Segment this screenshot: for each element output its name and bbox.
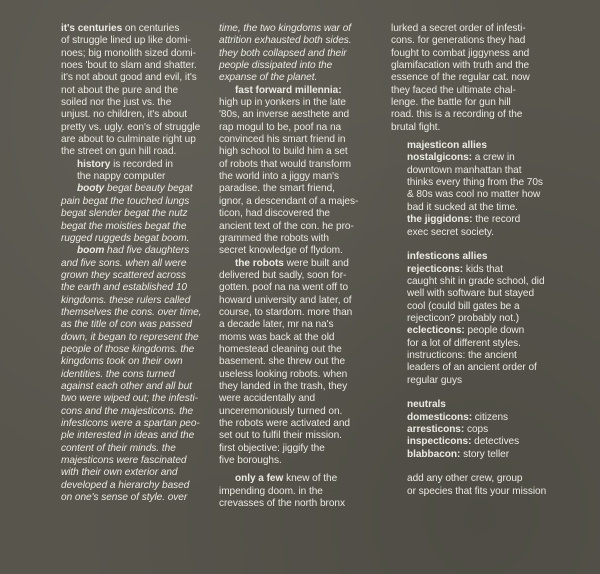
text-booty: begat beauty begat pain begat the touched lungs begat slender begat the nutz begat the moisties begat the rugged ruggeds begat boom. — [61, 183, 193, 244]
name-inspecticons: inspecticons: — [407, 436, 472, 448]
entry-nostalgicons — [407, 152, 551, 214]
paragraph-centuries — [61, 23, 211, 159]
desc-rejecticons: kids that caught shit in grade school, did well with software but stayed cool (could bill gates be a rejecticon? probably not.) — [407, 263, 545, 324]
text-secret-order: lurked a secret order of infesti- cons. for generations they had fought to combat jiggyness and glamifacation with truth and the essence of the regular cat. now they faced the ultimate chal- lenge. the battle for gun hill road. this is a recording of the brutal fight. — [391, 23, 530, 133]
desc-arresticons: cops — [464, 424, 489, 435]
text-column-1 — [61, 23, 211, 504]
lead-only-a-few: only a few — [235, 473, 284, 485]
text-centuries: on centuries of struggle lined up like domi- noes; big monolith sized domi- noes 'bout to slam and shatter. it's not about good and evil, it's not about the pure and the soiled nor the just vs. the unjust. no children, it's about pretty vs. ugly. eon's of struggle are about to culminate right up the street on gun hill road. — [61, 23, 201, 158]
desc-blabbacon: story teller — [460, 448, 510, 460]
spacer — [391, 387, 551, 399]
name-jiggidons: the jiggidons: — [407, 214, 473, 226]
paragraph-attrition — [219, 23, 379, 85]
text-attrition: time, the two kingdoms war of attrition exhausted both sides. they both collapsed and their people dissipated into the expanse of the planet. — [219, 23, 352, 84]
text-only-a-few: knew of the impending doom. in the crevasses of the north bronx — [219, 473, 345, 510]
desc-jiggidons: the record exec secret society. — [407, 214, 521, 238]
desc-eclecticons: people down for a lot of different styles. — [407, 325, 525, 349]
text-robots: were built and delivered but sadly, soon for- gotten. poof na na went off to howard university and later, of course, to stardom. more than a decade later, mr na na's moms was back at the old homestead cleaning out the basement. she threw out the useless looking robots. when they landed in the trash, they were accidentally and unceremoniously turned on. the robots were activated and set out to fulfil their mission. first objective: jiggify the five boroughs. — [219, 257, 353, 467]
lead-boom: boom — [77, 245, 105, 257]
list-item — [391, 152, 551, 238]
entry-jiggidons — [407, 214, 551, 239]
paragraph-history — [61, 159, 211, 184]
spacer — [391, 239, 551, 251]
text-boom: had five daughters and five sons. when all were grown they scattered across the earth and established 10 kingdoms. these rulers called themselves the cons. over time, as the title of con was passed down, it began to represent the people of those kingdoms. the kingdoms took on their own identities. the cons turned against each other and all but two were wiped out; the infesti- cons and the majesticons. the infesticons were a spartan peo- ple interested in ideas and the content of their minds. the majesticons were fascinated with their own exterior and developed a hierarchy based on one's sense of style. over — [61, 245, 202, 504]
lead-history: history — [77, 158, 111, 170]
desc-nostalgicons: a crew in downtown manhattan that thinks every thing from the 70s & 80s was cool no matter how bad it sucked at the time. — [407, 152, 543, 213]
entry-rejecticons — [407, 264, 551, 326]
text-fast-forward: high up in yonkers in the late '80s, an inverse aesthete and rap mogul to be, poof na na convinced his smart friend in high school to build him a set of robots that would transform the world into a jiggy man's paradise. the smart friend, ignor, a descendant of a majes- ticon, had discovered the ancient text of the con. he pro- grammed the robots with secret knowledge of flydom. — [219, 97, 359, 257]
paragraph-robots — [219, 258, 379, 468]
text-column-2 — [219, 23, 379, 510]
entry-blabbacon — [407, 449, 551, 461]
name-rejecticons: rejecticons: — [407, 263, 464, 275]
paragraph-booty — [61, 183, 211, 245]
entry-domesticons — [407, 412, 551, 424]
heading-majesticon-allies: majesticon allies — [407, 140, 487, 152]
lead-the-robots: the robots — [235, 257, 284, 269]
paragraph-fast-forward — [219, 85, 379, 258]
list-item — [391, 412, 551, 461]
name-nostalgicons: nostalgicons: — [407, 152, 472, 164]
name-eclecticons: eclecticons: — [407, 325, 465, 337]
lead-booty: booty — [77, 183, 105, 195]
desc-domesticons: citizens — [472, 411, 509, 423]
closing-note: add any other crew, group or species that fits your mission — [407, 473, 547, 497]
name-domesticons: domesticons: — [407, 411, 473, 423]
lead-fast-forward: fast forward millennia: — [235, 84, 342, 96]
paragraph-boom — [61, 245, 211, 504]
name-blabbacon: blabbacon: — [407, 448, 461, 460]
entry-instructicons: instructicons: the ancient leaders of an ancient order of regular guys — [407, 349, 537, 386]
entry-eclecticons — [407, 325, 551, 350]
text-history: is recorded in the nappy computer — [77, 158, 173, 183]
entry-inspecticons — [407, 436, 551, 448]
spacer — [391, 461, 551, 473]
heading-infesticons-allies: infesticons allies — [407, 251, 488, 263]
paragraph-only-a-few — [219, 473, 379, 510]
lead-its-centuries: it's centuries — [61, 23, 123, 34]
name-arresticons: arresticons: — [407, 424, 465, 435]
desc-inspecticons: detectives — [471, 436, 520, 448]
text-column-3 — [391, 23, 551, 498]
entry-arresticons — [407, 424, 551, 436]
list-item — [391, 264, 551, 387]
heading-neutrals: neutrals — [407, 399, 446, 411]
paragraph-secret-order — [391, 23, 551, 134]
